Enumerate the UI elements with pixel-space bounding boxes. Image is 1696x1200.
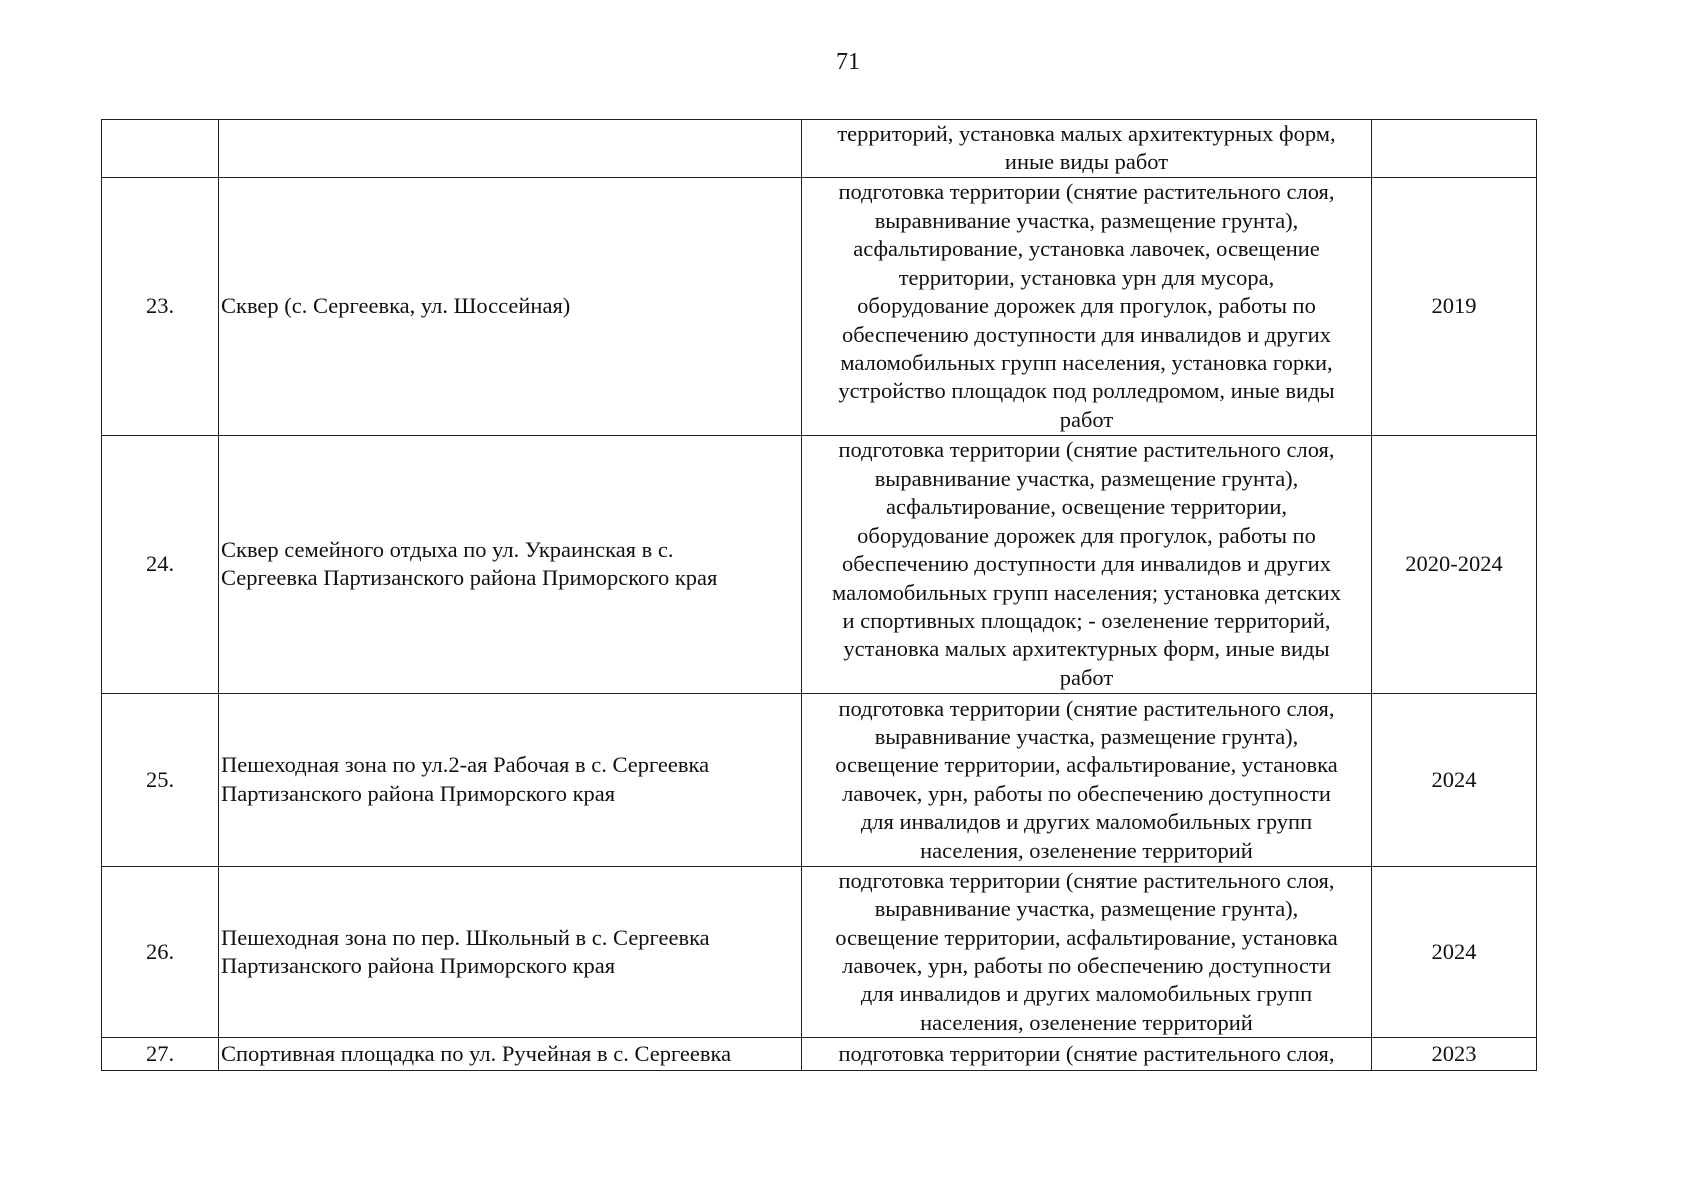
object-name: Пешеходная зона по пер. Школьный в с. Сергеевка Партизанского района Приморского края: [219, 866, 802, 1037]
row-number: 23.: [102, 177, 219, 435]
object-name: [219, 120, 802, 178]
works-description: подготовка территории (снятие растительного слоя, выравнивание участка, размещение грунта), асфальтирование, установка лавочек, освещение территории, установка урн для мусора, оборудование дорожек для прогулок, работы по обеспечению доступности для инвалидов и других маломобильных групп населения, установка горки, устройство площадок под ролледромом, иные виды работ: [802, 177, 1372, 435]
year-cell: 2020-2024: [1372, 435, 1537, 693]
row-number: [102, 120, 219, 178]
works-description: подготовка территории (снятие растительного слоя, выравнивание участка, размещение грунта), асфальтирование, освещение территории, оборудование дорожек для прогулок, работы по обеспечению доступности для инвалидов и других маломобильных групп населения; установка детских и спортивных площадок; - озеленение территорий, установка малых архитектурных форм, иные виды работ: [802, 435, 1372, 693]
page-number: 71: [836, 49, 860, 75]
year-cell: 2019: [1372, 177, 1537, 435]
table-row: [102, 693, 1537, 866]
row-number: 27.: [102, 1038, 219, 1071]
year-cell: 2024: [1372, 693, 1537, 866]
year-cell: 2024: [1372, 866, 1537, 1037]
works-description: подготовка территории (снятие растительного слоя, выравнивание участка, размещение грунта), освещение территории, асфальтирование, установка лавочек, урн, работы по обеспечению доступности для инвалидов и других маломобильных групп населения, озеленение территорий: [802, 866, 1372, 1037]
year-cell: 2023: [1372, 1038, 1537, 1071]
works-description: подготовка территории (снятие растительного слоя, выравнивание участка, размещение грунта), освещение территории, асфальтирование, установка лавочек, урн, работы по обеспечению доступности для инвалидов и других маломобильных групп населения, озеленение территорий: [802, 693, 1372, 866]
works-description: подготовка территории (снятие растительного слоя,: [802, 1038, 1372, 1071]
object-name: Сквер (с. Сергеевка, ул. Шоссейная): [219, 177, 802, 435]
works-description: территорий, установка малых архитектурных форм, иные виды работ: [802, 120, 1372, 178]
object-name: Спортивная площадка по ул. Ручейная в с. Сергеевка: [219, 1038, 802, 1071]
table-row: [102, 177, 1537, 435]
improvement-table: [101, 119, 1537, 1071]
year-cell: [1372, 120, 1537, 178]
table-row: [102, 120, 1537, 178]
object-name: Сквер семейного отдыха по ул. Украинская в с. Сергеевка Партизанского района Приморского края: [219, 435, 802, 693]
table-row: [102, 866, 1537, 1037]
object-name: Пешеходная зона по ул.2-ая Рабочая в с. Сергеевка Партизанского района Приморского края: [219, 693, 802, 866]
row-number: 25.: [102, 693, 219, 866]
row-number: 26.: [102, 866, 219, 1037]
row-number: 24.: [102, 435, 219, 693]
table-row: [102, 1038, 1537, 1071]
table-row: [102, 435, 1537, 693]
